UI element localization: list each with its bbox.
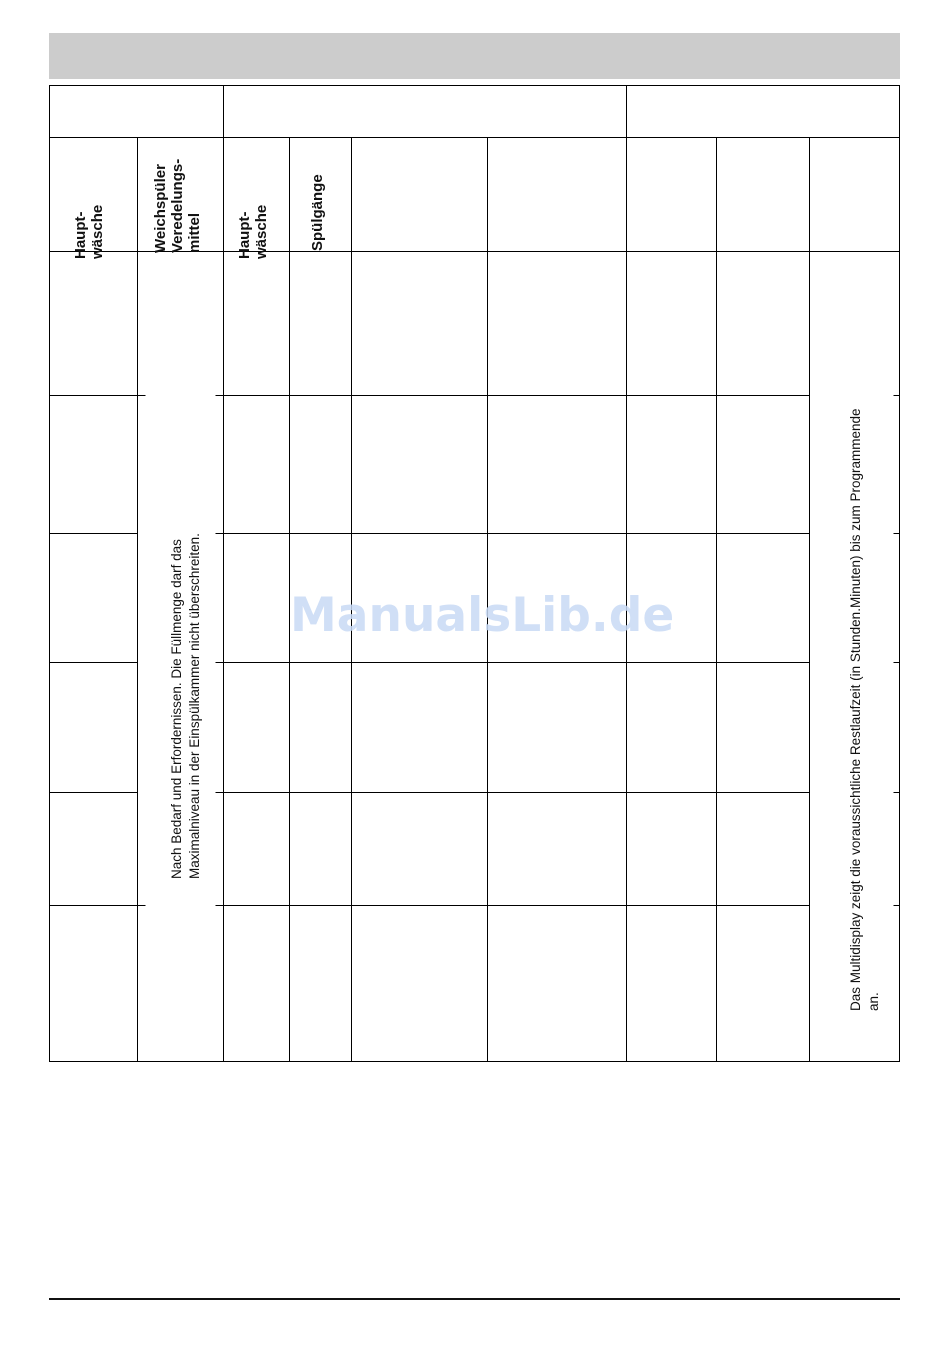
display-note: Das Multidisplay zeigt die voraussichtliche Restlaufzeit (in Stunden.Minuten) bis zum Programmende an. bbox=[848, 408, 881, 1011]
header-hauptwaesche-1: Haupt- wäsche bbox=[72, 204, 106, 259]
watermark: ManualsLib.de bbox=[290, 588, 675, 643]
header-hauptwaesche-2: Haupt- wäsche bbox=[236, 204, 270, 259]
footer-rule bbox=[49, 1298, 900, 1300]
header-spuelgaenge: Spülgänge bbox=[309, 174, 326, 251]
header-weichspueler: Weichspüler Veredelungs- mittel bbox=[152, 158, 203, 253]
detergent-note: Nach Bedarf und Erfordernissen. Die Füllmenge darf das Maximalniveau in der Einspülkammer nicht überschreiten. bbox=[169, 533, 202, 879]
